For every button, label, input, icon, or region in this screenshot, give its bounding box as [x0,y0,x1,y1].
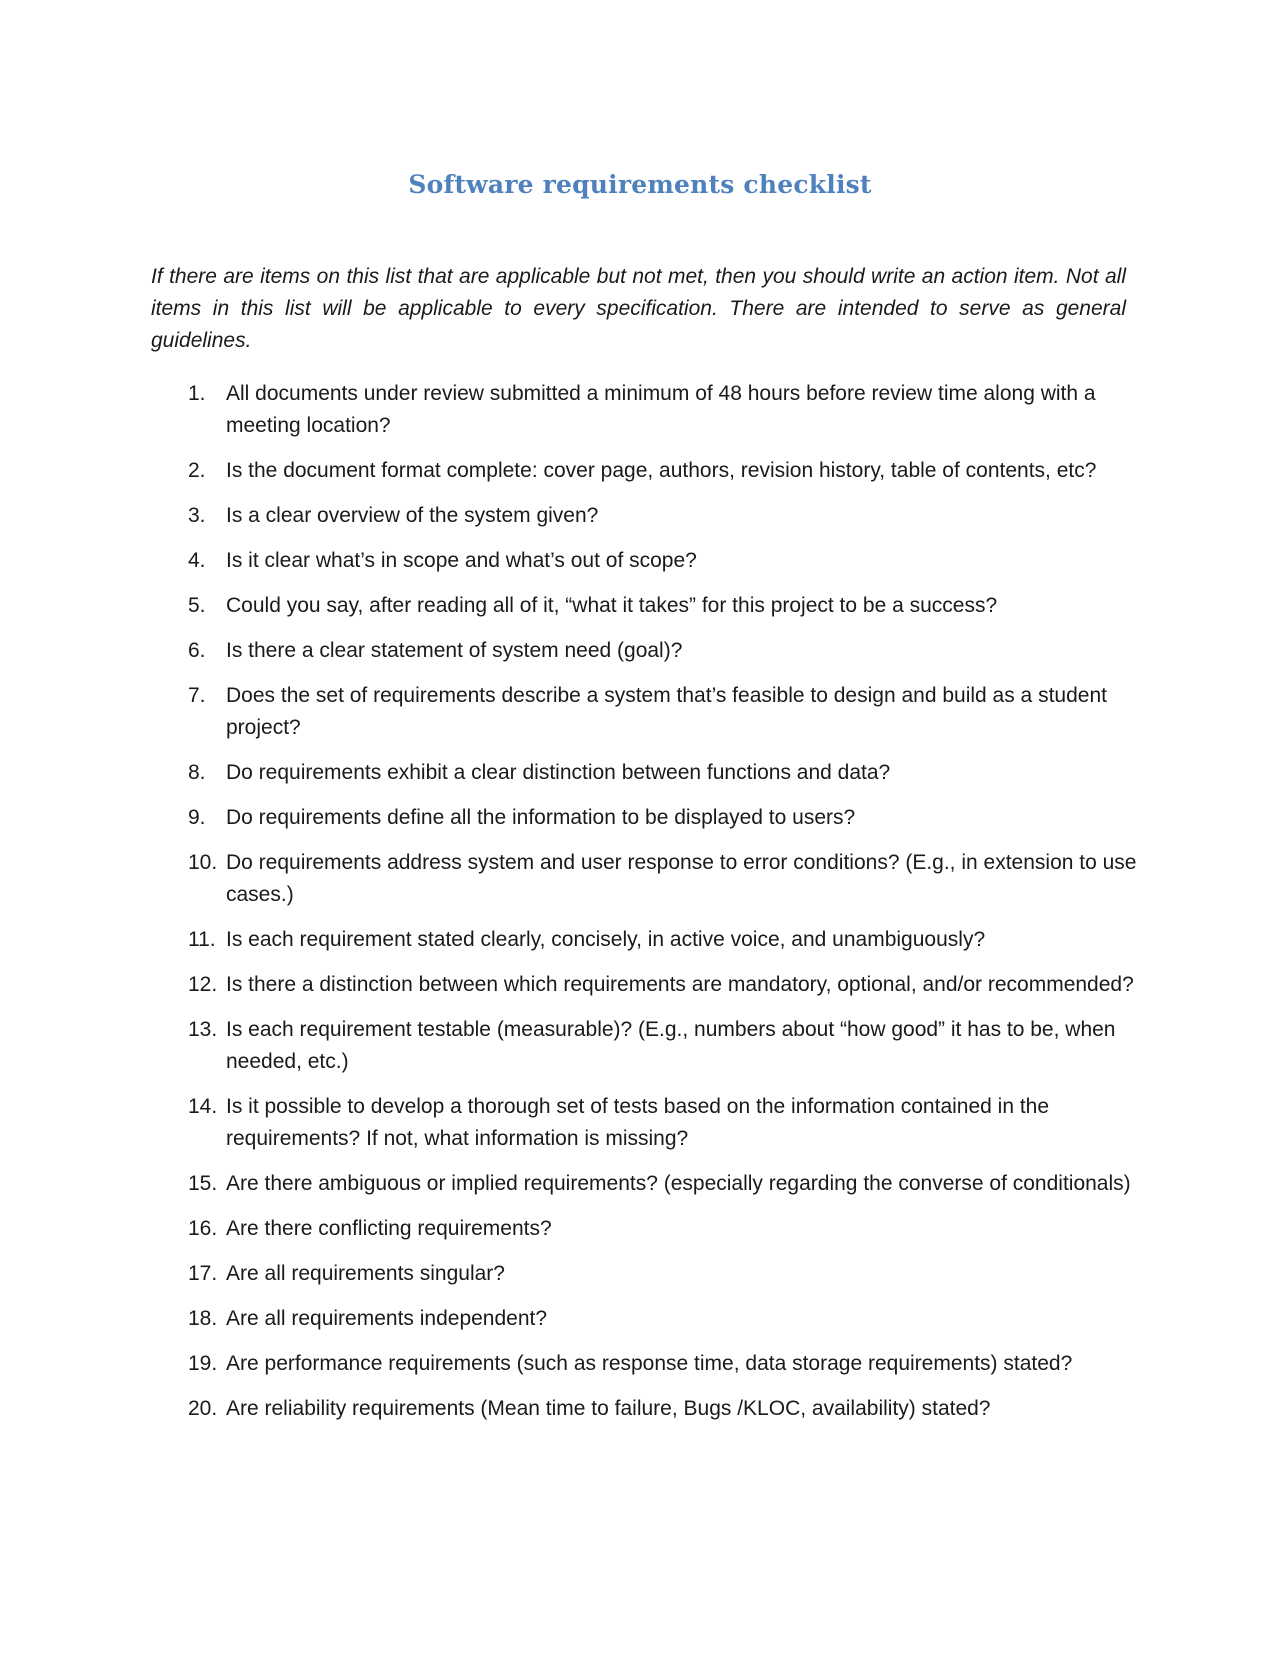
item-text: Is a clear overview of the system given? [226,504,599,527]
item-text: Is the document format complete: cover page, authors, revision history, table of contents, etc? [226,459,1097,482]
item-number: 16. [188,1217,218,1240]
list-item [151,802,1141,834]
item-text: Are all requirements singular? [226,1262,505,1285]
item-number: 11. [188,928,216,951]
item-text: Could you say, after reading all of it, “what it takes” for this project to be a success? [226,594,998,617]
item-text: Is each requirement testable (measurable)? (E.g., numbers about “how good” it has to be, when needed, etc.) [226,1018,1116,1073]
list-item [151,635,1141,667]
list-item [151,924,1141,956]
list-item [151,500,1141,532]
document-title: Software requirements checklist [408,170,872,199]
intro-paragraph: If there are items on this list that are applicable but not met, then you should write an action item. Not all items in this list will be applicable to every specification. There are intended to serve as general guidelines. [151,265,1126,352]
item-number: 15. [188,1172,218,1195]
list-item [151,378,1141,442]
item-number: 13. [188,1018,218,1041]
item-text: Is it clear what’s in scope and what’s out of scope? [226,549,697,572]
item-number: 9. [188,806,206,829]
item-number: 17. [188,1262,218,1285]
requirements-checklist [151,378,1141,1438]
item-text: All documents under review submitted a minimum of 48 hours before review time along with a meeting location? [226,382,1096,437]
item-number: 14. [188,1095,218,1118]
list-item [151,1258,1141,1290]
item-text: Do requirements define all the information to be displayed to users? [226,806,856,829]
list-item [151,1348,1141,1380]
item-number: 5. [188,594,206,617]
item-text: Do requirements exhibit a clear distinction between functions and data? [226,761,891,784]
item-number: 20. [188,1397,218,1420]
item-number: 7. [188,684,206,707]
item-text: Is each requirement stated clearly, concisely, in active voice, and unambiguously? [226,928,986,951]
item-text: Are all requirements independent? [226,1307,548,1330]
list-item [151,1393,1141,1425]
list-item [151,847,1141,911]
item-text: Are there conflicting requirements? [226,1217,552,1240]
item-number: 18. [188,1307,218,1330]
item-text: Does the set of requirements describe a system that’s feasible to design and build as a student project? [226,684,1107,739]
item-number: 2. [188,459,206,482]
list-item [151,1213,1141,1245]
item-number: 1. [188,382,206,405]
item-text: Are reliability requirements (Mean time to failure, Bugs /KLOC, availability) stated? [226,1397,991,1420]
list-item [151,680,1141,744]
list-item [151,1168,1141,1200]
list-item [151,1303,1141,1335]
item-number: 19. [188,1352,218,1375]
item-text: Is it possible to develop a thorough set of tests based on the information contained in the requirements? If not, what information is missing? [226,1095,1050,1150]
item-number: 4. [188,549,206,572]
list-item [151,545,1141,577]
item-text: Are performance requirements (such as response time, data storage requirements) stated? [226,1352,1073,1375]
list-item [151,590,1141,622]
item-text: Do requirements address system and user response to error conditions? (E.g., in extension to use cases.) [226,851,1137,906]
item-number: 12. [188,973,218,996]
item-text: Is there a distinction between which requirements are mandatory, optional, and/or recommended? [226,973,1134,996]
list-item [151,455,1141,487]
list-item [151,1014,1141,1078]
item-number: 8. [188,761,206,784]
item-number: 6. [188,639,206,662]
item-number: 3. [188,504,206,527]
list-item [151,1091,1141,1155]
list-item [151,757,1141,789]
item-text: Is there a clear statement of system need (goal)? [226,639,683,662]
item-text: Are there ambiguous or implied requirements? (especially regarding the converse of conditionals) [226,1172,1131,1195]
item-number: 10. [188,851,218,874]
list-item [151,969,1141,1001]
